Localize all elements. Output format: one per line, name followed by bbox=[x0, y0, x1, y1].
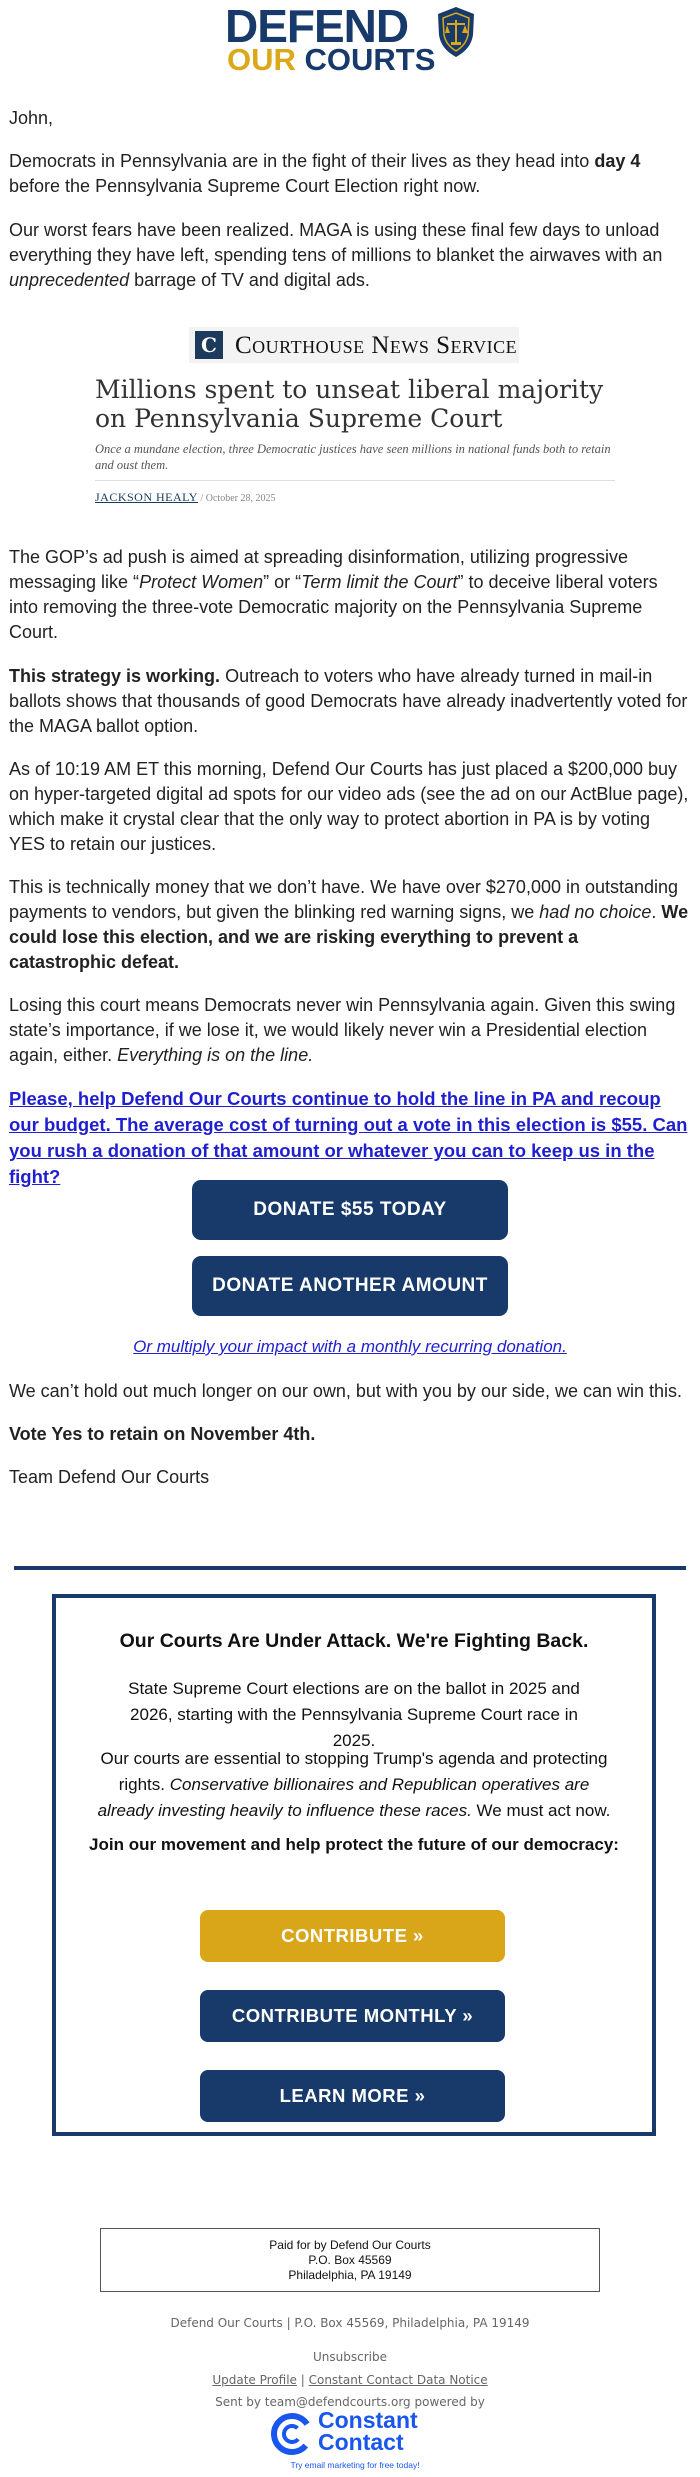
courthouse-news-article-image[interactable] bbox=[95, 320, 615, 518]
article-author: JACKSON HEALY bbox=[95, 490, 198, 504]
box-title: Our Courts Are Under Attack. We're Fighting Back. bbox=[119, 1630, 589, 1652]
cns-name: Courthouse News Service bbox=[235, 332, 518, 359]
section-divider bbox=[14, 1566, 686, 1570]
cns-logo-icon: C bbox=[195, 331, 223, 359]
article-byline: JACKSON HEALY / October 28, 2025 bbox=[95, 490, 276, 504]
learn-more-button[interactable]: LEARN MORE » bbox=[200, 2070, 505, 2122]
donate-55-button[interactable]: DONATE $55 TODAY bbox=[192, 1180, 508, 1240]
update-profile-link[interactable]: Update Profile bbox=[212, 2373, 297, 2387]
data-notice-link[interactable]: Constant Contact Data Notice bbox=[308, 2373, 488, 2387]
paragraph-losing: Losing this court means Democrats never win Pennsylvania again. Given this swing state’s importance, if we lose it, we would likely never win a Presidential election again, either. Everything is on the line. bbox=[9, 995, 676, 1065]
article-headline: Millions spent to unseat liberal majority on Pennsylvania Supreme Court bbox=[95, 375, 604, 433]
unsubscribe-link[interactable]: Unsubscribe bbox=[313, 2350, 387, 2364]
defend-our-courts-logo[interactable] bbox=[225, 0, 475, 81]
vote-yes-line: Vote Yes to retain on November 4th. bbox=[9, 1424, 316, 1444]
courts-under-attack-box bbox=[52, 1594, 656, 2136]
logo-line2 bbox=[227, 43, 435, 77]
monthly-donation-link[interactable]: Or multiply your impact with a monthly recurring donation. bbox=[133, 1337, 567, 1356]
box-paragraph-3: Join our movement and help protect the future of our democracy: bbox=[89, 1835, 619, 1854]
constant-contact-icon bbox=[270, 2412, 314, 2456]
paragraph-fears: Our worst fears have been realized. MAGA is using these final few days to unload everything they have left, spending tens of millions to blanket the airwaves with an unprecedented barrage of TV and digital ads. bbox=[9, 220, 663, 290]
paid-for-line3: Philadelphia, PA 19149 bbox=[288, 2268, 412, 2282]
box-paragraph-1: State Supreme Court elections are on the ballot in 2025 and 2026, starting with the Pennsylvania Supreme Court race in 2025. bbox=[128, 1679, 580, 1750]
cc-tagline: Try email marketing for free today! bbox=[290, 2460, 420, 2470]
footer-links: Update Profile | Constant Contact Data Notice bbox=[212, 2373, 488, 2387]
donate-appeal-link[interactable]: Please, help Defend Our Courts continue to hold the line in PA and recoup our budget. The average cost of turning out a vote in this election is $55. Can you rush a donation of that amount or whatever you can to keep us in the fight? bbox=[9, 1088, 688, 1187]
contribute-monthly-button[interactable]: CONTRIBUTE MONTHLY » bbox=[200, 1990, 505, 2042]
logo-our: OUR bbox=[227, 42, 296, 77]
article-date: October 28, 2025 bbox=[205, 493, 276, 504]
article-subhead: Once a mundane election, three Democratic justices have seen millions in national funds both to retain and oust them. bbox=[95, 442, 611, 472]
donate-another-amount-button[interactable]: DONATE ANOTHER AMOUNT bbox=[192, 1256, 508, 1316]
paragraph-hold-out: We can’t hold out much longer on our own, but with you by our side, we can win this. bbox=[9, 1381, 683, 1401]
paid-for-line2: P.O. Box 45569 bbox=[308, 2253, 392, 2267]
cns-masthead bbox=[189, 327, 519, 363]
footer-address: Defend Our Courts | P.O. Box 45569, Philadelphia, PA 19149 bbox=[170, 2316, 530, 2330]
paragraph-strategy: This strategy is working. Outreach to voters who have already turned in mail-in ballots shows that thousands of good Democrats have already inadvertently voted for the MAGA ballot option. bbox=[9, 666, 688, 736]
article-divider bbox=[95, 480, 615, 481]
paragraph-day4: Democrats in Pennsylvania are in the fight of their lives as they head into day 4 before the Pennsylvania Supreme Court Election right now. bbox=[9, 151, 641, 196]
sent-by-line: Sent by team@defendcourts.org powered by bbox=[215, 2395, 485, 2409]
scales-shield-icon bbox=[435, 5, 477, 59]
paid-for-disclaimer bbox=[100, 2228, 600, 2292]
logo-line1: DEFEND bbox=[225, 0, 409, 52]
paragraph-ad-buy: As of 10:19 AM ET this morning, Defend Our Courts has just placed a $200,000 buy on hyper-targeted digital ad spots for our video ads (see the ad on our ActBlue page), which make it crystal clear that the only way to protect abortion in PA is by voting YES to retain our justices. bbox=[9, 759, 689, 854]
constant-contact-logo[interactable] bbox=[270, 2408, 440, 2468]
signoff: Team Defend Our Courts bbox=[9, 1467, 210, 1487]
cc-name-1: Constant bbox=[318, 2407, 418, 2433]
greeting: John, bbox=[9, 108, 54, 128]
cc-name-2: Contact bbox=[318, 2429, 404, 2455]
paragraph-money: This is technically money that we don’t have. We have over $270,000 in outstanding payments to vendors, but given the blinking red warning signs, we had no choice. We could lose this election, and we are risking everything to prevent a catastrophic defeat. bbox=[9, 877, 689, 972]
logo-courts: COURTS bbox=[304, 42, 436, 77]
contribute-button[interactable]: CONTRIBUTE » bbox=[200, 1910, 505, 1962]
paid-for-line1: Paid for by Defend Our Courts bbox=[269, 2238, 431, 2252]
box-paragraph-2: Our courts are essential to stopping Trump's agenda and protecting rights. Conservative billionaires and Republican operatives are already investing heavily to influence these races. We must act now. bbox=[97, 1749, 611, 1820]
paragraph-gop-ad: The GOP’s ad push is aimed at spreading disinformation, utilizing progressive messaging like “Protect Women” or “Term limit the Court” to deceive liberal voters into removing the three-vote Democratic majority on the Pennsylvania Supreme Court. bbox=[9, 547, 658, 642]
